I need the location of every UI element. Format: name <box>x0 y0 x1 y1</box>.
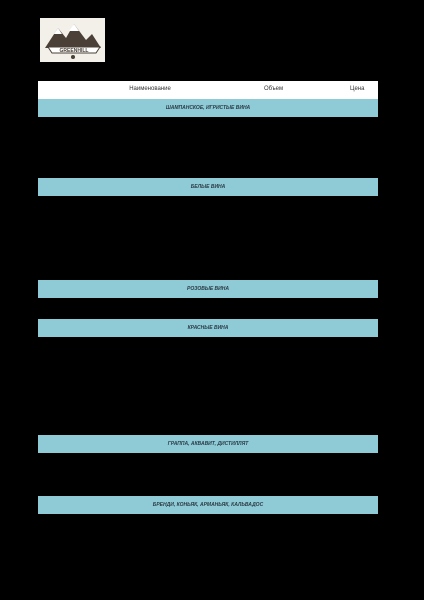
mountain-logo-icon <box>40 18 105 62</box>
section-title: БРЕНДИ, КОНЬЯК, АРМАНЬЯК, КАЛЬВАДОС <box>152 502 264 508</box>
section-red-wines <box>38 319 378 337</box>
table-header-row <box>38 81 378 99</box>
section-title: РОЗОВЫЕ ВИНА <box>187 286 229 292</box>
column-header-volume: Объем <box>264 86 284 92</box>
section-brandy-cognac <box>38 496 378 514</box>
section-grappa-aquavit <box>38 435 378 453</box>
section-title: ГРАППА, АКВАВИТ, ДИСТИЛЛЯТ <box>167 441 249 447</box>
section-title: КРАСНЫЕ ВИНА <box>187 325 229 331</box>
restaurant-logo <box>40 18 105 62</box>
section-rose-wines <box>38 280 378 298</box>
column-header-name: Наименование <box>129 86 171 92</box>
section-white-wines <box>38 178 378 196</box>
section-title: ШАМПАНСКОЕ, ИГРИСТЫЕ ВИНА <box>165 105 251 111</box>
section-title: БЕЛЫЕ ВИНА <box>190 184 226 190</box>
logo-wordmark: GREENHILL <box>59 48 89 54</box>
section-sparkling-wines <box>38 99 378 117</box>
column-header-price: Цена <box>350 86 365 92</box>
